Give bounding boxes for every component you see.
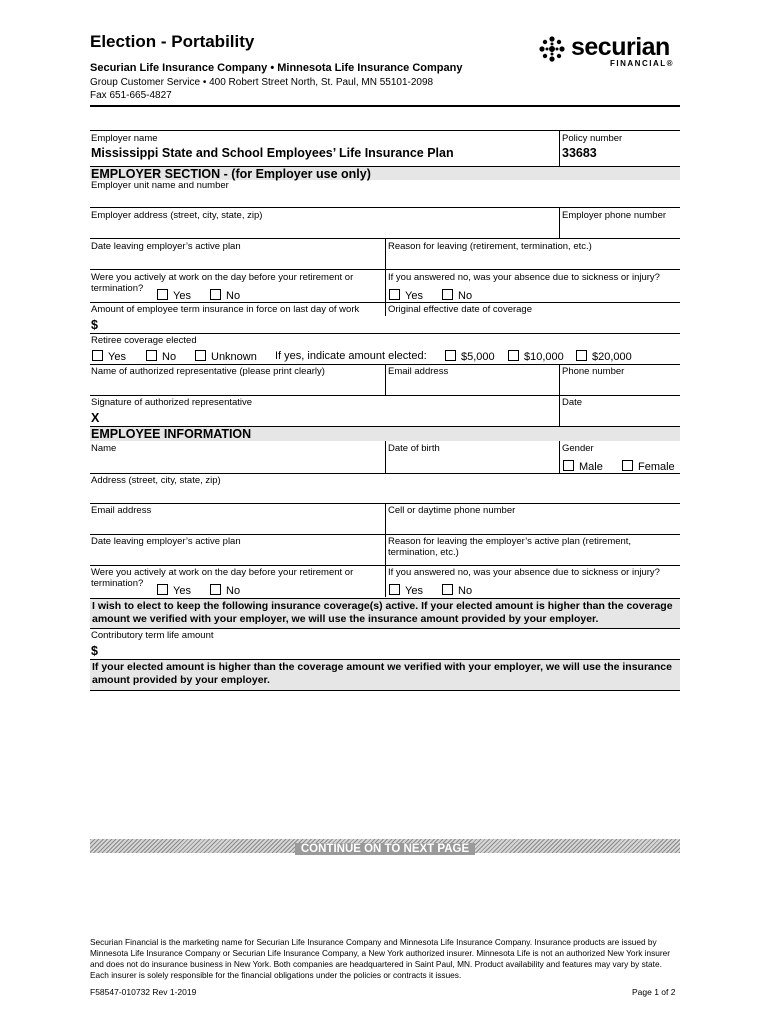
policy-number-value: 33683 [562, 146, 597, 160]
continue-banner [90, 839, 680, 853]
divider [385, 238, 386, 269]
contributory-dollar: $ [91, 644, 98, 658]
divider [385, 269, 386, 316]
checkbox-icon [563, 460, 574, 471]
checkbox-icon [210, 584, 221, 595]
gender-female-checkbox[interactable] [622, 460, 675, 473]
absence-no-checkbox[interactable] [442, 289, 472, 302]
checkbox-icon [157, 584, 168, 595]
checkbox-icon [146, 350, 157, 361]
checkbox-icon [576, 350, 587, 361]
header-rule [90, 105, 680, 107]
page-number: Page 1 of 2 [632, 987, 676, 997]
fax-line: Fax 651-665-4827 [90, 90, 172, 101]
retiree-yes-label: Yes [108, 351, 126, 363]
securian-logo [537, 34, 687, 74]
rule [90, 473, 680, 474]
employee-at-work-yes-label: Yes [173, 585, 191, 597]
continue-label: CONTINUE ON TO NEXT PAGE [295, 843, 475, 855]
employee-at-work-yes-checkbox[interactable] [157, 584, 191, 597]
employee-reason-label: Reason for leaving the employer’s active plan (retirement, [388, 536, 632, 547]
rule [90, 690, 680, 691]
signature-date-label: Date [562, 397, 583, 408]
rule [90, 207, 680, 208]
amount-20000-checkbox[interactable] [576, 350, 632, 363]
employee-email-label: Email address [91, 505, 152, 516]
rep-email-label: Email address [388, 366, 449, 377]
employer-unit-label: Employer unit name and number [91, 180, 229, 191]
at-work-no-checkbox[interactable] [210, 289, 240, 302]
absence-label: If you answered no, was your absence due to sickness or injury? [388, 272, 660, 283]
rep-phone-label: Phone number [562, 366, 625, 377]
checkbox-icon [389, 289, 400, 300]
retiree-no-label: No [162, 351, 177, 363]
employee-absence-label: If you answered no, was your absence due to sickness or injury? [388, 567, 660, 578]
employee-at-work-no-checkbox[interactable] [210, 584, 240, 597]
employee-absence-no-checkbox[interactable] [442, 584, 472, 597]
absence-yes-checkbox[interactable] [389, 289, 423, 302]
date-leaving-label: Date leaving employer’s active plan [91, 241, 241, 252]
rule [90, 534, 680, 535]
address-line: Group Customer Service • 400 Robert Street North, St. Paul, MN 55101-2098 [90, 77, 434, 88]
employer-address-label: Employer address (street, city, state, zip) [91, 210, 263, 221]
employee-absence-yes-checkbox[interactable] [389, 584, 423, 597]
elect-coverage-note: I wish to elect to keep the following insurance coverage(s) active. If your elected amount is higher than the coverage amount we verified with your employer, we will use the insurance amount provided by your employer. [90, 598, 680, 628]
employee-date-leaving-label: Date leaving employer’s active plan [91, 536, 241, 547]
logo-subtitle: FINANCIAL® [610, 59, 674, 68]
divider [559, 130, 560, 167]
policy-number-label: Policy number [562, 133, 623, 144]
contributory-amount-label: Contributory term life amount [91, 630, 214, 641]
higher-amount-note: If your elected amount is higher than the coverage amount we verified with your employer, we will use the insurance amount provided by your employer. [90, 659, 680, 690]
retiree-yes-checkbox[interactable] [92, 350, 126, 363]
checkbox-icon [445, 350, 456, 361]
divider [385, 364, 386, 395]
retiree-unknown-checkbox[interactable] [195, 350, 257, 363]
gender-female-label: Female [638, 461, 675, 473]
indicate-amount-label: If yes, indicate amount elected: [275, 350, 427, 362]
at-work-yes-checkbox[interactable] [157, 289, 191, 302]
checkbox-icon [442, 289, 453, 300]
dob-label: Date of birth [388, 443, 440, 454]
signature-x-mark: X [91, 411, 100, 425]
checkbox-icon [157, 289, 168, 300]
employee-at-work-no-label: No [226, 585, 241, 597]
footer-disclaimer: Securian Financial is the marketing name for Securian Life Insurance Company and Minnesota Life Insurance Company. Insurance products are issued by Minnesota Life Insurance Company or Securian Life Insurance Company, a New York authorized insurer. Minnesota Life is not an authorized New York insurer and does not do insurance business in New York. Both companies are headquartered in Saint Paul, MN. Product availability and features may vary by state. Each insurer is solely responsible for the financial obligations under the policies or contracts it issues. [90, 937, 671, 980]
divider [559, 207, 560, 238]
checkbox-icon [442, 584, 453, 595]
rule [90, 333, 680, 334]
reason-leaving-label: Reason for leaving (retirement, termination, etc.) [388, 241, 592, 252]
logo-wordmark: securian [571, 33, 670, 61]
cell-phone-label: Cell or daytime phone number [388, 505, 516, 516]
at-work-label: Were you actively at work on the day before your retirement or [91, 272, 354, 283]
employee-at-work-label: Were you actively at work on the day before your retirement or [91, 567, 354, 578]
form-number: F58547-010732 Rev 1-2019 [90, 987, 197, 997]
amount-10000-label: $10,000 [524, 351, 564, 363]
employee-absence-yes-label: Yes [405, 585, 423, 597]
amount-in-force-label: Amount of employee term insurance in force on last day of work [91, 304, 360, 315]
divider [559, 441, 560, 473]
amount-5000-checkbox[interactable] [445, 350, 495, 363]
checkbox-icon [508, 350, 519, 361]
employee-reason-label-2: termination, etc.) [388, 547, 459, 558]
checkbox-icon [622, 460, 633, 471]
rule [90, 302, 680, 303]
rep-name-label: Name of authorized representative (please print clearly) [91, 366, 325, 377]
absence-no-label: No [458, 290, 473, 302]
at-work-yes-label: Yes [173, 290, 191, 302]
employee-absence-no-label: No [458, 585, 473, 597]
retiree-unknown-label: Unknown [211, 351, 257, 363]
checkbox-icon [210, 289, 221, 300]
retiree-coverage-label: Retiree coverage elected [91, 335, 197, 346]
employee-section-heading: EMPLOYEE INFORMATION [90, 426, 680, 441]
gender-male-checkbox[interactable] [563, 460, 603, 473]
checkbox-icon [389, 584, 400, 595]
absence-yes-label: Yes [405, 290, 423, 302]
retiree-no-checkbox[interactable] [146, 350, 176, 363]
divider [385, 503, 386, 597]
divider [385, 441, 386, 473]
employer-phone-label: Employer phone number [562, 210, 667, 221]
rule [90, 395, 680, 396]
amount-5000-label: $5,000 [461, 351, 495, 363]
employer-name-label: Employer name [91, 133, 158, 144]
gender-male-label: Male [579, 461, 603, 473]
employer-section-heading: EMPLOYER SECTION - (for Employer use only) [90, 166, 680, 180]
employee-at-work-label-2: termination? [91, 578, 144, 589]
amount-dollar: $ [91, 318, 98, 332]
checkbox-icon [92, 350, 103, 361]
employee-name-label: Name [91, 443, 117, 454]
employee-address-label: Address (street, city, state, zip) [91, 475, 221, 486]
employer-name-value: Mississippi State and School Employees’ Life Insurance Plan [91, 146, 454, 160]
logo-mark-icon [537, 34, 567, 64]
rule [90, 628, 680, 629]
signature-label: Signature of authorized representative [91, 397, 253, 408]
contact-address [90, 76, 433, 102]
at-work-no-label: No [226, 290, 241, 302]
form-title: Election - Portability [90, 32, 255, 51]
amount-10000-checkbox[interactable] [508, 350, 564, 363]
rule [90, 130, 680, 131]
original-date-label: Original effective date of coverage [388, 304, 532, 315]
company-names: Securian Life Insurance Company • Minnesota Life Insurance Company [90, 62, 463, 74]
checkbox-icon [195, 350, 206, 361]
gender-label: Gender [562, 443, 594, 454]
amount-20000-label: $20,000 [592, 351, 632, 363]
at-work-label-2: termination? [91, 283, 144, 294]
rule [90, 565, 680, 566]
